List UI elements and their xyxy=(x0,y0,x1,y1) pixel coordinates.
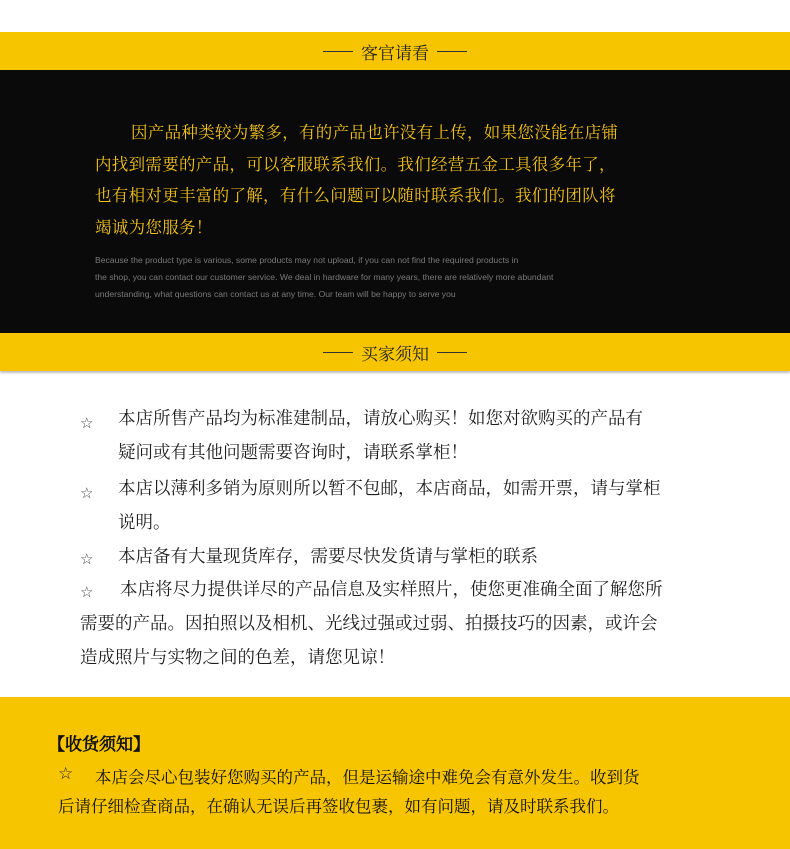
intro-line: 因产品种类较为繁多，有的产品也许没有上传，如果您没能在店铺 xyxy=(131,123,619,142)
section-title: 买家须知 xyxy=(361,344,429,365)
section-header-kehu xyxy=(0,32,790,70)
intro-en-line: understanding, what questions can contact us at any time. Our team will be happy to serve you xyxy=(95,289,456,299)
star-icon: ☆ xyxy=(80,550,94,568)
notice-line: 本店以薄利多销为原则所以暂不包邮，本店商品，如需开票，请与掌柜 xyxy=(118,479,661,499)
receipt-line: 本店会尽心包装好您购买的产品，但是运输途中难免会有意外发生。收到货 xyxy=(95,768,640,787)
right-dash xyxy=(437,352,467,353)
intro-line: 也有相对更丰富的了解，有什么问题可以随时联系我们。我们的团队将 xyxy=(95,186,616,205)
star-icon: ☆ xyxy=(58,764,74,784)
left-dash xyxy=(323,352,353,353)
notice-item xyxy=(118,402,643,470)
receipt-line: 后请仔细检查商品，在确认无误后再签收包裹，如有问题，请及时联系我们。 xyxy=(58,797,619,816)
receipt-text xyxy=(58,763,640,821)
section-title: 客官请看 xyxy=(361,43,429,64)
notice-line: 疑问或有其他问题需要咨询时，请联系掌柜！ xyxy=(118,443,468,463)
notice-item xyxy=(118,472,661,540)
notice-line: 需要的产品。因拍照以及相机、光线过强或过弱、拍摄技巧的因素，或许会 xyxy=(80,614,658,634)
star-icon: ☆ xyxy=(80,583,94,601)
intro-en-line: the shop, you can contact our customer service. We deal in hardware for many years, there are relatively more abundant xyxy=(95,272,554,282)
intro-line: 内找到需要的产品，可以客服联系我们。我们经营五金工具很多年了， xyxy=(95,154,616,174)
right-dash xyxy=(437,51,467,52)
notice-item xyxy=(80,573,663,675)
intro-line: 竭诚为您服务！ xyxy=(95,217,213,237)
notice-line: 说明。 xyxy=(118,513,171,533)
notice-line: 本店将尽力提供详尽的产品信息及实样照片，使您更准确全面了解您所 xyxy=(120,580,663,600)
intro-english-text xyxy=(95,252,685,303)
intro-chinese-text xyxy=(95,117,685,243)
notice-item xyxy=(118,540,538,574)
left-dash xyxy=(323,51,353,52)
section-header-maijia xyxy=(0,333,790,371)
star-icon: ☆ xyxy=(80,414,94,432)
intro-en-line: Because the product type is various, some products may not upload, if you can not find the required products in xyxy=(95,255,519,265)
notice-line: 造成照片与实物之间的色差，请您见谅！ xyxy=(80,648,395,668)
receipt-title: 【收货须知】 xyxy=(48,735,150,755)
notice-line: 本店备有大量现货库存，需要尽快发货请与掌柜的联系 xyxy=(118,547,538,567)
star-icon: ☆ xyxy=(80,484,94,502)
notice-line: 本店所售产品均为标准建制品，请放心购买！如您对欲购买的产品有 xyxy=(118,409,643,429)
